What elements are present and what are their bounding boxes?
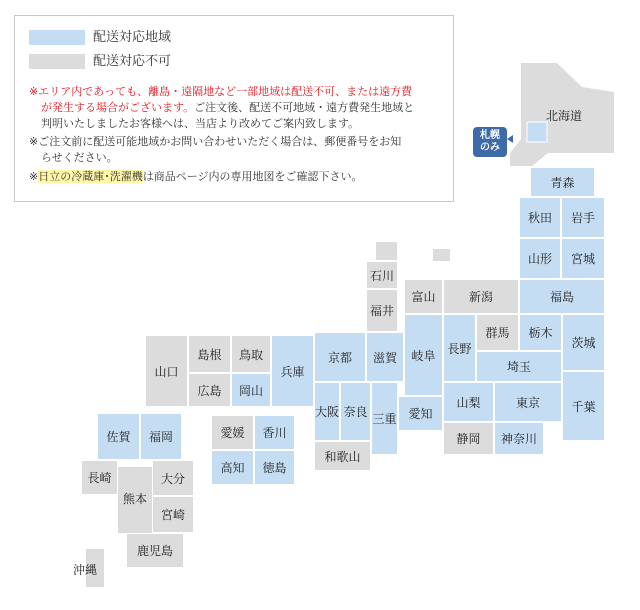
sapporo-only-badge [473,127,507,157]
unavailable-label: 配送対応不可 [93,54,172,69]
pref-gifu[interactable]: 岐阜 [404,314,443,396]
pref-ibaraki[interactable]: 茨城 [562,314,605,371]
note-line-6-prefix: ※ [29,170,39,183]
pref-kagawa[interactable]: 香川 [254,415,295,450]
pref-nagano[interactable]: 長野 [443,314,476,382]
available-label: 配送対応地域 [93,30,172,45]
pref-fukui[interactable]: 福井 [366,289,398,332]
pref-miyazaki[interactable]: 宮崎 [152,496,194,533]
note-line-2-red: が発生する場合がございます。 [41,101,195,114]
pref-hyogo[interactable]: 兵庫 [271,335,314,407]
pref-okayama[interactable]: 岡山 [231,373,271,407]
pref-kumamoto[interactable]: 熊本 [123,492,148,506]
note-line-4: ※ご注文前に配送可能地域かお問い合わせいただく場合は、郵便番号をお知 [29,135,402,148]
pref-tokushima[interactable]: 徳島 [254,450,295,485]
pref-iwate[interactable]: 岩手 [561,197,605,238]
sapporo-line1: 札幌 [480,130,500,141]
pref-yamagata[interactable]: 山形 [519,238,561,279]
pref-shiga[interactable]: 滋賀 [366,332,404,382]
pref-ehime[interactable]: 愛媛 [211,415,254,450]
pref-toyama[interactable]: 富山 [404,279,443,314]
pref-yamanashi[interactable]: 山梨 [443,382,494,422]
pref-tochigi[interactable]: 栃木 [519,314,562,351]
pref-okinawa[interactable]: 沖縄 [73,563,98,577]
pref-yamaguchi[interactable]: 山口 [145,335,188,407]
pref-chiba[interactable]: 千葉 [562,371,605,441]
pref-shimane[interactable]: 島根 [188,335,231,373]
pref-wakayama[interactable]: 和歌山 [314,441,371,471]
pref-shizuoka[interactable]: 静岡 [443,422,494,455]
sado-island [432,248,451,262]
pref-saitama[interactable]: 埼玉 [476,351,562,382]
sapporo-line2: のみ [480,142,500,153]
hitachi-highlight: 日立の冷蔵庫･洗濯機 [38,170,143,183]
pref-kanagawa[interactable]: 神奈川 [494,422,544,455]
pref-kochi[interactable]: 高知 [211,450,254,485]
pref-gunma[interactable]: 群馬 [476,314,519,351]
note-line-3: 判明いたしましたお客様へは、当店より改めてご案内致します。 [41,117,360,130]
pref-hokkaido[interactable]: 北海道 [546,109,583,123]
pref-mie[interactable]: 三重 [371,382,398,455]
pref-tottori[interactable]: 鳥取 [231,335,271,373]
pref-kyoto[interactable]: 京都 [314,332,366,382]
pref-osaka[interactable]: 大阪 [314,382,340,441]
pref-hiroshima[interactable]: 広島 [188,373,231,407]
pref-nagasaki[interactable]: 長崎 [81,460,118,495]
pref-aomori[interactable]: 青森 [530,167,595,197]
pref-tokyo[interactable]: 東京 [494,382,562,422]
pref-kagoshima[interactable]: 鹿児島 [126,533,184,568]
pref-akita[interactable]: 秋田 [519,197,561,238]
note-line-6-suffix: は商品ページ内の専用地図をご確認下さい。 [142,170,363,183]
note-line-2-rest: ご注文後、配送不可地域・遠方費発生地域と [194,101,415,114]
pref-oita[interactable]: 大分 [152,460,194,496]
hokkaido-sapporo-area [527,122,547,142]
pref-ishikawa[interactable]: 石川 [366,261,398,289]
pref-fukushima[interactable]: 福島 [519,279,605,314]
pref-saga[interactable]: 佐賀 [97,413,140,460]
pref-aichi[interactable]: 愛知 [398,396,443,431]
sapporo-arrow [507,135,513,143]
pref-fukuoka[interactable]: 福岡 [140,413,182,460]
pref-niigata[interactable]: 新潟 [443,279,519,314]
pref-nara[interactable]: 奈良 [340,382,371,441]
noto-peninsula [375,241,398,261]
note-line-1: ※エリア内であっても、離島・遠隔地など一部地域は配送不可、または遠方費 [29,85,413,98]
pref-miyagi[interactable]: 宮城 [561,238,605,279]
note-line-5: らせください。 [41,151,118,164]
